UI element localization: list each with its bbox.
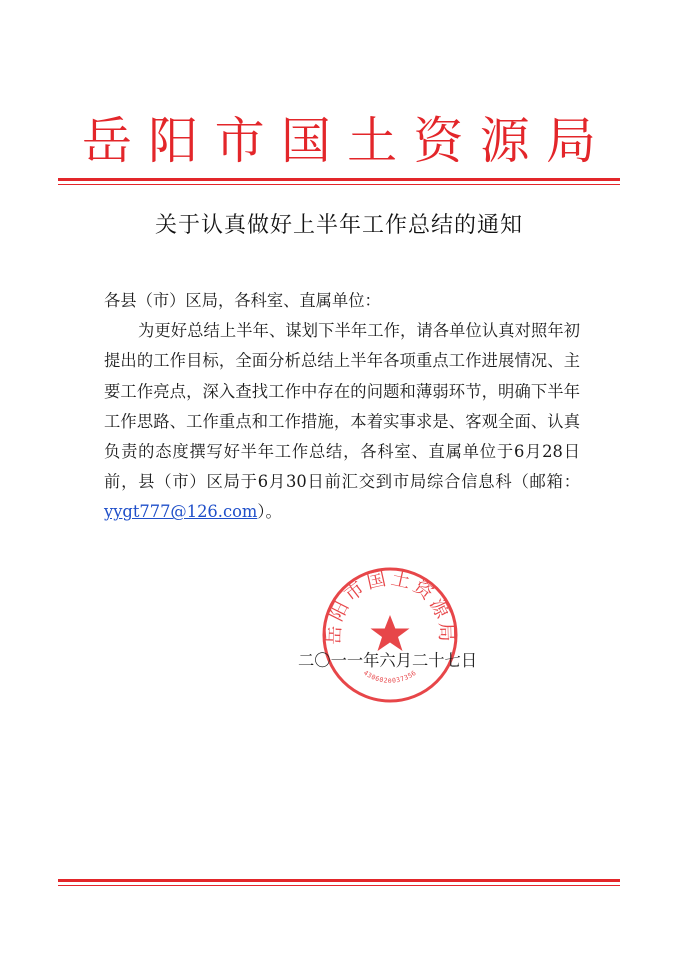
letterhead-char: 局 — [545, 112, 596, 170]
footer-divider-thin — [58, 885, 620, 886]
official-seal — [320, 565, 460, 705]
letterhead-char: 岳 — [82, 112, 132, 170]
letterhead-char: 源 — [479, 112, 530, 170]
notice-title: 关于认真做好上半年工作总结的通知 — [154, 213, 523, 238]
signature-date: 二〇一一年六月二十七日 — [298, 651, 478, 670]
notice-body — [104, 286, 580, 528]
letterhead-char: 阳 — [148, 112, 199, 170]
salutation: 各县（市）区局，各科室、直属单位： — [104, 291, 381, 310]
seal-ring-text: 岳阳市国土资源局 — [322, 567, 458, 645]
seal-serial-text: 4306020037356 — [362, 668, 418, 685]
letterhead-char: 土 — [347, 112, 398, 170]
email-link[interactable]: yygt777@126.com — [104, 502, 258, 522]
star-icon — [371, 615, 410, 651]
paragraph-text: 为更好总结上半年、谋划下半年工作，请各单位认真对照年初提出的工作目标，全面分析总结上半年各项重点工作进展情况、主要工作亮点，深入查找工作中存在的问题和薄弱环节，明确下半年工作思路、工作重点和工作措施，本着实事求是、客观全面、认真负责的态度撰写好半年工作总结，各科室、直属单位于6月28日前，县（市）区局于6月30日前汇交到市局综合信息科（邮箱： — [104, 321, 580, 492]
letterhead-char: 资 — [413, 112, 464, 170]
header-divider-thin — [58, 184, 620, 185]
footer-divider-thick — [58, 879, 620, 882]
letterhead-char: 市 — [214, 112, 265, 170]
header-divider-thick — [58, 178, 620, 181]
letterhead-title — [58, 108, 620, 174]
paragraph-tail: ）。 — [257, 502, 282, 522]
letterhead-char: 国 — [280, 112, 331, 170]
notice-paragraph — [104, 316, 580, 527]
